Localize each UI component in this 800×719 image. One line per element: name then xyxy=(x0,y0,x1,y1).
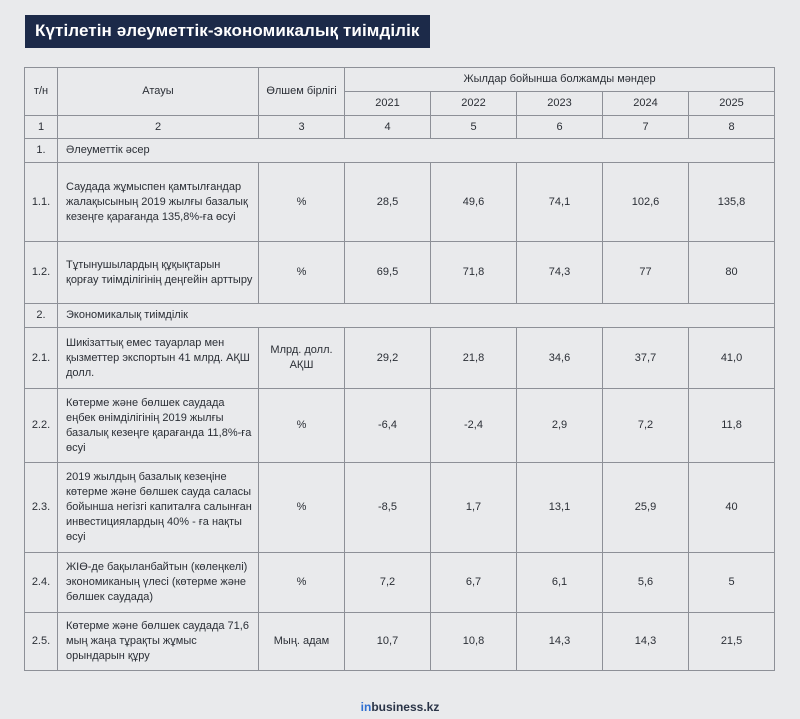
table-row xyxy=(25,553,775,613)
section-title: Экономикалық тиімділік xyxy=(58,304,775,328)
brand-prefix: in xyxy=(360,700,372,714)
row-value: 10,7 xyxy=(345,613,431,671)
row-value: 21,5 xyxy=(689,613,775,671)
year-header: 2022 xyxy=(431,92,517,116)
row-number: 2.5. xyxy=(25,613,58,671)
row-value: 10,8 xyxy=(431,613,517,671)
table-row xyxy=(25,242,775,304)
row-value: 135,8 xyxy=(689,163,775,242)
row-unit: Млрд. долл. АҚШ xyxy=(259,328,345,389)
table-row xyxy=(25,613,775,671)
row-unit: % xyxy=(259,553,345,613)
row-value: 1,7 xyxy=(431,463,517,553)
table-row xyxy=(25,163,775,242)
row-number: 2.1. xyxy=(25,328,58,389)
row-value: 6,1 xyxy=(517,553,603,613)
row-value: 74,1 xyxy=(517,163,603,242)
years-group-header: Жылдар бойынша болжамды мәндер xyxy=(345,68,775,92)
row-number: 1.2. xyxy=(25,242,58,304)
page-title: Күтілетін әлеуметтік-экономикалық тиімділік xyxy=(25,15,430,48)
row-name: Тұтынушылардың құқықтарын қорғау тиімділігінің деңгейін арттыру xyxy=(58,242,259,304)
row-unit: Мың. адам xyxy=(259,613,345,671)
column-index: 6 xyxy=(517,116,603,139)
year-header: 2023 xyxy=(517,92,603,116)
year-header: 2021 xyxy=(345,92,431,116)
row-unit: % xyxy=(259,242,345,304)
column-index: 8 xyxy=(689,116,775,139)
row-number: 2.2. xyxy=(25,389,58,463)
row-value: 69,5 xyxy=(345,242,431,304)
row-value: 11,8 xyxy=(689,389,775,463)
row-value: 21,8 xyxy=(431,328,517,389)
column-index: 1 xyxy=(25,116,58,139)
row-value: 6,7 xyxy=(431,553,517,613)
row-unit: % xyxy=(259,389,345,463)
header-row xyxy=(25,68,775,92)
section-row xyxy=(25,304,775,328)
row-value: 80 xyxy=(689,242,775,304)
row-value: 5 xyxy=(689,553,775,613)
year-header: 2025 xyxy=(689,92,775,116)
row-value: 14,3 xyxy=(517,613,603,671)
row-name: Шикізаттық емес тауарлар мен қызметтер экспортын 41 млрд. АҚШ долл. xyxy=(58,328,259,389)
row-number: 1.1. xyxy=(25,163,58,242)
row-value: 25,9 xyxy=(603,463,689,553)
row-value: 37,7 xyxy=(603,328,689,389)
row-value: 102,6 xyxy=(603,163,689,242)
row-value: -6,4 xyxy=(345,389,431,463)
row-value: 7,2 xyxy=(603,389,689,463)
col-num-header: т/н xyxy=(25,68,58,116)
row-name: ЖІӨ-де бақыланбайтын (көлеңкелі) экономиканың үлесі (көтерме және бөлшек саудада) xyxy=(58,553,259,613)
row-value: 13,1 xyxy=(517,463,603,553)
section-title: Әлеуметтік әсер xyxy=(58,139,775,163)
row-value: -2,4 xyxy=(431,389,517,463)
row-value: 77 xyxy=(603,242,689,304)
col-name-header: Атауы xyxy=(58,68,259,116)
column-index: 2 xyxy=(58,116,259,139)
row-value: 49,6 xyxy=(431,163,517,242)
table-row xyxy=(25,389,775,463)
column-index: 5 xyxy=(431,116,517,139)
row-value: 2,9 xyxy=(517,389,603,463)
brand-rest: business.kz xyxy=(371,700,440,714)
table-row xyxy=(25,328,775,389)
row-value: -8,5 xyxy=(345,463,431,553)
column-index: 4 xyxy=(345,116,431,139)
column-index: 3 xyxy=(259,116,345,139)
row-name: Саудада жұмыспен қамтылғандар жалақысының 2019 жылғы базалық кезеңге қарағанда 135,8%-ға өсуі xyxy=(58,163,259,242)
row-value: 7,2 xyxy=(345,553,431,613)
row-value: 41,0 xyxy=(689,328,775,389)
table-row xyxy=(25,463,775,553)
column-index: 7 xyxy=(603,116,689,139)
row-value: 74,3 xyxy=(517,242,603,304)
brand-logo xyxy=(0,700,800,714)
section-number: 2. xyxy=(25,304,58,328)
row-value: 40 xyxy=(689,463,775,553)
column-index-row xyxy=(25,116,775,139)
row-unit: % xyxy=(259,463,345,553)
row-value: 29,2 xyxy=(345,328,431,389)
section-row xyxy=(25,139,775,163)
row-value: 34,6 xyxy=(517,328,603,389)
col-unit-header: Өлшем бірлігі xyxy=(259,68,345,116)
row-number: 2.3. xyxy=(25,463,58,553)
section-number: 1. xyxy=(25,139,58,163)
row-number: 2.4. xyxy=(25,553,58,613)
row-unit: % xyxy=(259,163,345,242)
row-name: Көтерме және бөлшек саудада 71,6 мың жаңа тұрақты жұмыс орындарын құру xyxy=(58,613,259,671)
row-name: 2019 жылдың базалық кезеңіне көтерме және бөлшек сауда саласы бойынша негізгі капиталға салынған инвестициялардың 40% - ға нақты өсуі xyxy=(58,463,259,553)
year-header: 2024 xyxy=(603,92,689,116)
row-value: 28,5 xyxy=(345,163,431,242)
row-value: 71,8 xyxy=(431,242,517,304)
forecast-table xyxy=(24,67,775,671)
row-value: 5,6 xyxy=(603,553,689,613)
row-value: 14,3 xyxy=(603,613,689,671)
row-name: Көтерме және бөлшек саудада еңбек өнімділігінің 2019 жылғы базалық кезеңге қарағанда 11,8%-ға өсуі xyxy=(58,389,259,463)
